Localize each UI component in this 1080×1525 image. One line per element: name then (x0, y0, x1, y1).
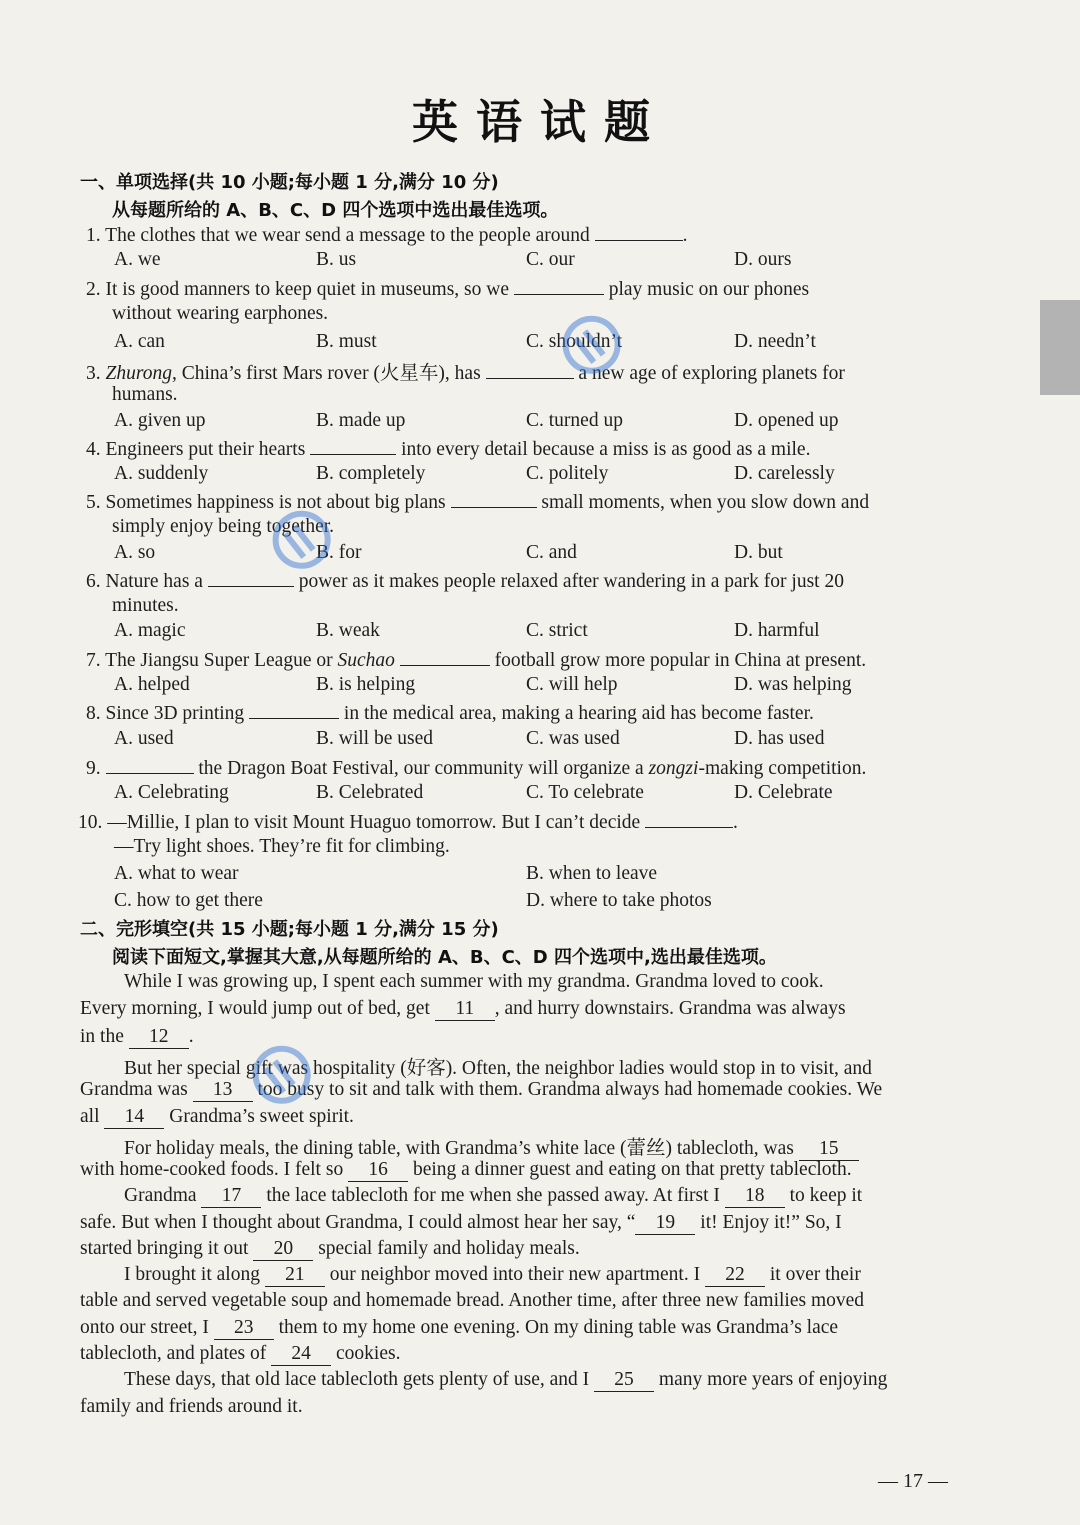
section1-instruction: 从每题所给的 A、B、C、D 四个选项中选出最佳选项。 (112, 200, 559, 221)
paragraph-line: I brought it along 21 our neighbor moved into their new apartment. I 22 it over their (124, 1264, 861, 1285)
option-a: A. magic (114, 620, 186, 641)
cloze-blank[interactable]: 21 (265, 1264, 325, 1287)
question-7: 7. The Jiangsu Super League or Suchao football grow more popular in China at present. (86, 647, 978, 672)
question-1: 1. The clothes that we wear send a message to the people around . (86, 222, 978, 247)
paragraph-line: in the 12 . (80, 1026, 194, 1047)
option-d: D. was helping (734, 674, 852, 695)
section1-heading: 一、单项选择(共 10 小题;每小题 1 分,满分 10 分) (80, 172, 499, 193)
option-b: B. when to leave (526, 863, 658, 884)
option-b: B. completely (316, 463, 426, 484)
option-c: C. turned up (526, 410, 623, 431)
paragraph-line: started bringing it out 20 special family and holiday meals. (80, 1238, 580, 1259)
question-10-cont: —Try light shoes. They’re fit for climbing. (114, 836, 450, 857)
cloze-blank[interactable]: 14 (104, 1106, 164, 1129)
question-2: 2. It is good manners to keep quiet in museums, so we play music on our phones (86, 276, 978, 301)
paragraph-line: Grandma was 13 too busy to sit and talk with them. Grandma always had homemade cookies. We (80, 1079, 883, 1100)
cloze-blank[interactable]: 17 (201, 1185, 261, 1208)
option-b: B. us (316, 249, 357, 270)
option-a: A. used (114, 728, 174, 749)
cloze-blank[interactable]: 20 (253, 1238, 313, 1261)
option-c: C. To celebrate (526, 782, 644, 803)
option-c: C. strict (526, 620, 588, 641)
paragraph-line: family and friends around it. (80, 1396, 303, 1417)
question-5: 5. Sometimes happiness is not about big plans small moments, when you slow down and (86, 489, 978, 514)
cloze-blank[interactable]: 19 (635, 1212, 695, 1235)
paragraph-line: These days, that old lace tablecloth gets plenty of use, and I 25 many more years of enjoying (124, 1369, 888, 1390)
cloze-blank[interactable]: 16 (348, 1159, 408, 1182)
option-a: A. we (114, 249, 161, 270)
question-9: 9. the Dragon Boat Festival, our community will organize a zongzi-making competition. (86, 755, 978, 780)
cloze-blank[interactable]: 22 (705, 1264, 765, 1287)
paragraph-line: Grandma 17 the lace tablecloth for me when she passed away. At first I 18 to keep it (124, 1185, 863, 1206)
question-6-cont: minutes. (112, 595, 179, 616)
page-number: — 17 — (878, 1470, 948, 1492)
answer-blank[interactable] (208, 568, 294, 587)
answer-blank[interactable] (451, 489, 537, 508)
answer-blank[interactable] (249, 700, 339, 719)
question-4: 4. Engineers put their hearts into every detail because a miss is as good as a mile. (86, 436, 978, 461)
cloze-blank[interactable]: 24 (271, 1343, 331, 1366)
option-d: D. harmful (734, 620, 820, 641)
answer-blank[interactable] (645, 809, 733, 828)
cloze-blank[interactable]: 11 (435, 998, 495, 1021)
option-d: D. needn’t (734, 331, 816, 352)
option-a: A. helped (114, 674, 190, 695)
option-a: A. so (114, 542, 156, 563)
answer-blank[interactable] (106, 755, 194, 774)
paragraph-line: But her special gift was hospitality (好客). Often, the neighbor ladies would stop in to visit, and (124, 1058, 872, 1079)
answer-blank[interactable] (514, 276, 604, 295)
option-a: A. what to wear (114, 863, 239, 884)
question-10: 10. —Millie, I plan to visit Mount Huaguo tomorrow. But I can’t decide . (78, 809, 970, 834)
option-d: D. opened up (734, 410, 839, 431)
question-3-cont: humans. (112, 384, 178, 405)
question-2-cont: without wearing earphones. (112, 303, 329, 324)
paragraph-line: tablecloth, and plates of 24 cookies. (80, 1343, 401, 1364)
section2-heading: 二、完形填空(共 15 小题;每小题 1 分,满分 15 分) (80, 919, 499, 940)
option-c: C. will help (526, 674, 618, 695)
option-b: B. must (316, 331, 377, 352)
page-title: 英语试题 (412, 95, 668, 149)
question-6: 6. Nature has a power as it makes people relaxed after wandering in a park for just 20 (86, 568, 978, 593)
paragraph-line: table and served vegetable soup and homemade bread. Another time, after three new families moved (80, 1290, 865, 1311)
option-b: B. is helping (316, 674, 416, 695)
paragraph-line: safe. But when I thought about Grandma, I could almost hear her say, “ 19 it! Enjoy it!” So, I (80, 1212, 842, 1233)
option-b: B. will be used (316, 728, 433, 749)
option-d: D. Celebrate (734, 782, 833, 803)
question-3: 3. Zhurong, China’s first Mars rover (火星车), has a new age of exploring planets for (86, 357, 978, 385)
option-b: B. for (316, 542, 362, 563)
option-d: D. where to take photos (526, 890, 712, 911)
option-c: C. politely (526, 463, 609, 484)
option-c: C. our (526, 249, 575, 270)
option-b: B. Celebrated (316, 782, 424, 803)
cloze-blank[interactable]: 23 (214, 1317, 274, 1340)
cloze-blank[interactable]: 25 (594, 1369, 654, 1392)
paragraph-line: For holiday meals, the dining table, with Grandma’s white lace (蕾丝) tablecloth, was 15 (124, 1132, 978, 1161)
paragraph-line: onto our street, I 23 them to my home one evening. On my dining table was Grandma’s lace (80, 1317, 839, 1338)
cloze-blank[interactable]: 13 (193, 1079, 253, 1102)
paragraph-line: with home-cooked foods. I felt so 16 being a dinner guest and eating on that pretty tablecloth. (80, 1159, 852, 1180)
cloze-blank[interactable]: 18 (725, 1185, 785, 1208)
option-b: B. weak (316, 620, 380, 641)
paragraph-line: all 14 Grandma’s sweet spirit. (80, 1106, 354, 1127)
option-c: C. how to get there (114, 890, 263, 911)
option-c: C. and (526, 542, 577, 563)
cloze-blank[interactable]: 15 (799, 1138, 859, 1161)
option-c: C. was used (526, 728, 620, 749)
paragraph-line: While I was growing up, I spent each summer with my grandma. Grandma loved to cook. (124, 971, 824, 992)
answer-blank[interactable] (400, 647, 490, 666)
option-a: A. can (114, 331, 165, 352)
option-d: D. but (734, 542, 783, 563)
answer-blank[interactable] (595, 222, 683, 241)
cloze-blank[interactable]: 12 (129, 1026, 189, 1049)
question-8: 8. Since 3D printing in the medical area, making a hearing aid has become faster. (86, 700, 978, 725)
answer-blank[interactable] (486, 360, 574, 379)
paragraph-line: Every morning, I would jump out of bed, get 11 , and hurry downstairs. Grandma was always (80, 998, 846, 1019)
option-c: C. shouldn’t (526, 331, 623, 352)
question-5-cont: simply enjoy being together. (112, 516, 335, 537)
option-a: A. Celebrating (114, 782, 229, 803)
option-b: B. made up (316, 410, 406, 431)
option-d: D. has used (734, 728, 825, 749)
option-a: A. suddenly (114, 463, 209, 484)
answer-blank[interactable] (310, 436, 396, 455)
option-a: A. given up (114, 410, 206, 431)
side-tab (1040, 300, 1080, 395)
option-d: D. ours (734, 249, 792, 270)
section2-instruction: 阅读下面短文,掌握其大意,从每题所给的 A、B、C、D 四个选项中,选出最佳选项。 (112, 947, 777, 968)
option-d: D. carelessly (734, 463, 835, 484)
